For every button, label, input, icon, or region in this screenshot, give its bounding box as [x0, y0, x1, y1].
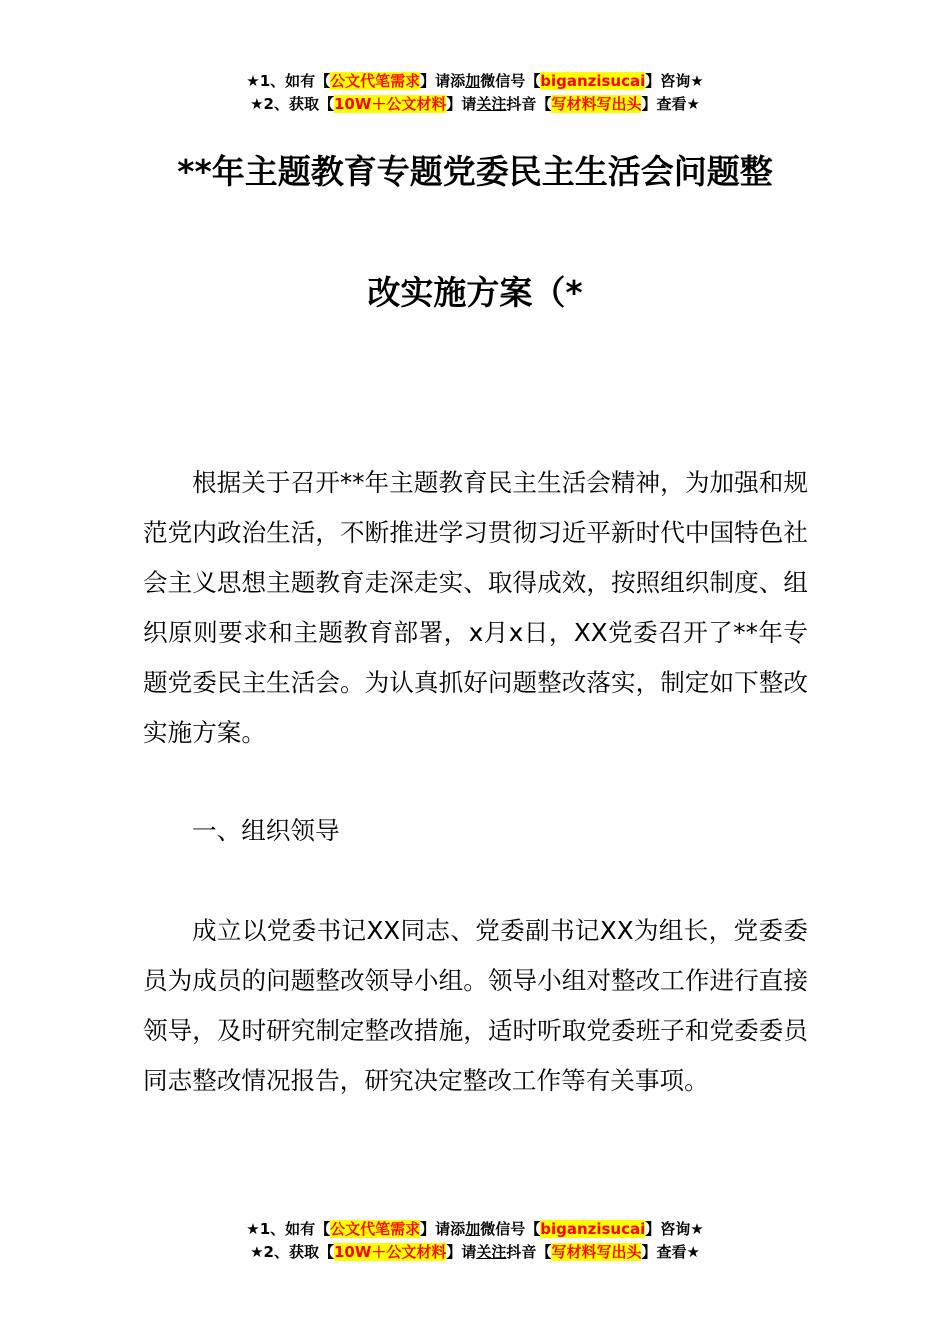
promo-text: ★1、如有【: [246, 1220, 331, 1238]
promo-line-2: [0, 93, 950, 116]
promo-text: ★1、如有【: [246, 72, 331, 90]
promo-line-1: [0, 70, 950, 93]
promo-text: 】咨询★: [645, 72, 704, 90]
promo-text: 抖音【: [506, 95, 552, 113]
promo-text: 抖音【: [506, 1243, 552, 1261]
promo-line-2: [0, 1241, 950, 1264]
bottom-promo-banner: [0, 1218, 950, 1264]
promo-douyin-name: 写材料写出头: [551, 1243, 642, 1261]
promo-highlight: 公文代笔需求: [330, 72, 421, 90]
promo-underlined: 加: [465, 72, 481, 90]
promo-text: ★2、获取【: [250, 1243, 334, 1261]
promo-text: 】请添: [420, 1220, 466, 1238]
promo-douyin-name: 写材料写出头: [551, 95, 642, 113]
body-paragraph-1: 根据关于召开**年主题教育民主生活会精神，为加强和规范党内政治生活，不断推进学习贯彻习近平新时代中国特色社会主义思想主题教育走深走实、取得成效，按照组织制度、组织原则要求和主题教育部署，x月x日，XX党委召开了**年专题党委民主生活会。为认真抓好问题整改落实，制定如下整改实施方案。: [143, 468, 808, 747]
promo-text: 微信号【: [480, 72, 541, 90]
top-promo-banner: [0, 70, 950, 116]
promo-text: 】咨询★: [645, 1220, 704, 1238]
doc-title-line-2: 改实施方案（*: [367, 273, 583, 312]
promo-underlined: 加: [465, 1220, 481, 1238]
promo-text: 】查看★: [641, 1243, 700, 1261]
section-heading-1: 一、组织领导: [192, 816, 340, 845]
promo-wechat-id: biganzisucai: [540, 1220, 646, 1238]
promo-highlight: 10W＋公文材料: [333, 1243, 447, 1261]
promo-text: 】请: [446, 95, 477, 113]
promo-text: 微信号【: [480, 1220, 541, 1238]
promo-text: 】请添: [420, 72, 466, 90]
promo-text: 】查看★: [641, 95, 700, 113]
promo-highlight: 公文代笔需求: [330, 1220, 421, 1238]
body-paragraph-2: 成立以党委书记XX同志、党委副书记XX为组长，党委委员为成员的问题整改领导小组。领导小组对整改工作进行直接领导，及时研究制定整改措施，适时听取党委班子和党委委员同志整改情况报告，研究决定整改工作等有关事项。: [143, 916, 808, 1095]
promo-line-1: [0, 1218, 950, 1241]
promo-highlight: 10W＋公文材料: [333, 95, 447, 113]
promo-underlined: 关注: [476, 1243, 507, 1261]
promo-text: ★2、获取【: [250, 95, 334, 113]
promo-text: 】请: [446, 1243, 477, 1261]
doc-title-line-1: **年主题教育专题党委民主生活会问题整: [177, 152, 773, 191]
promo-underlined: 关注: [476, 95, 507, 113]
promo-wechat-id: biganzisucai: [540, 72, 646, 90]
